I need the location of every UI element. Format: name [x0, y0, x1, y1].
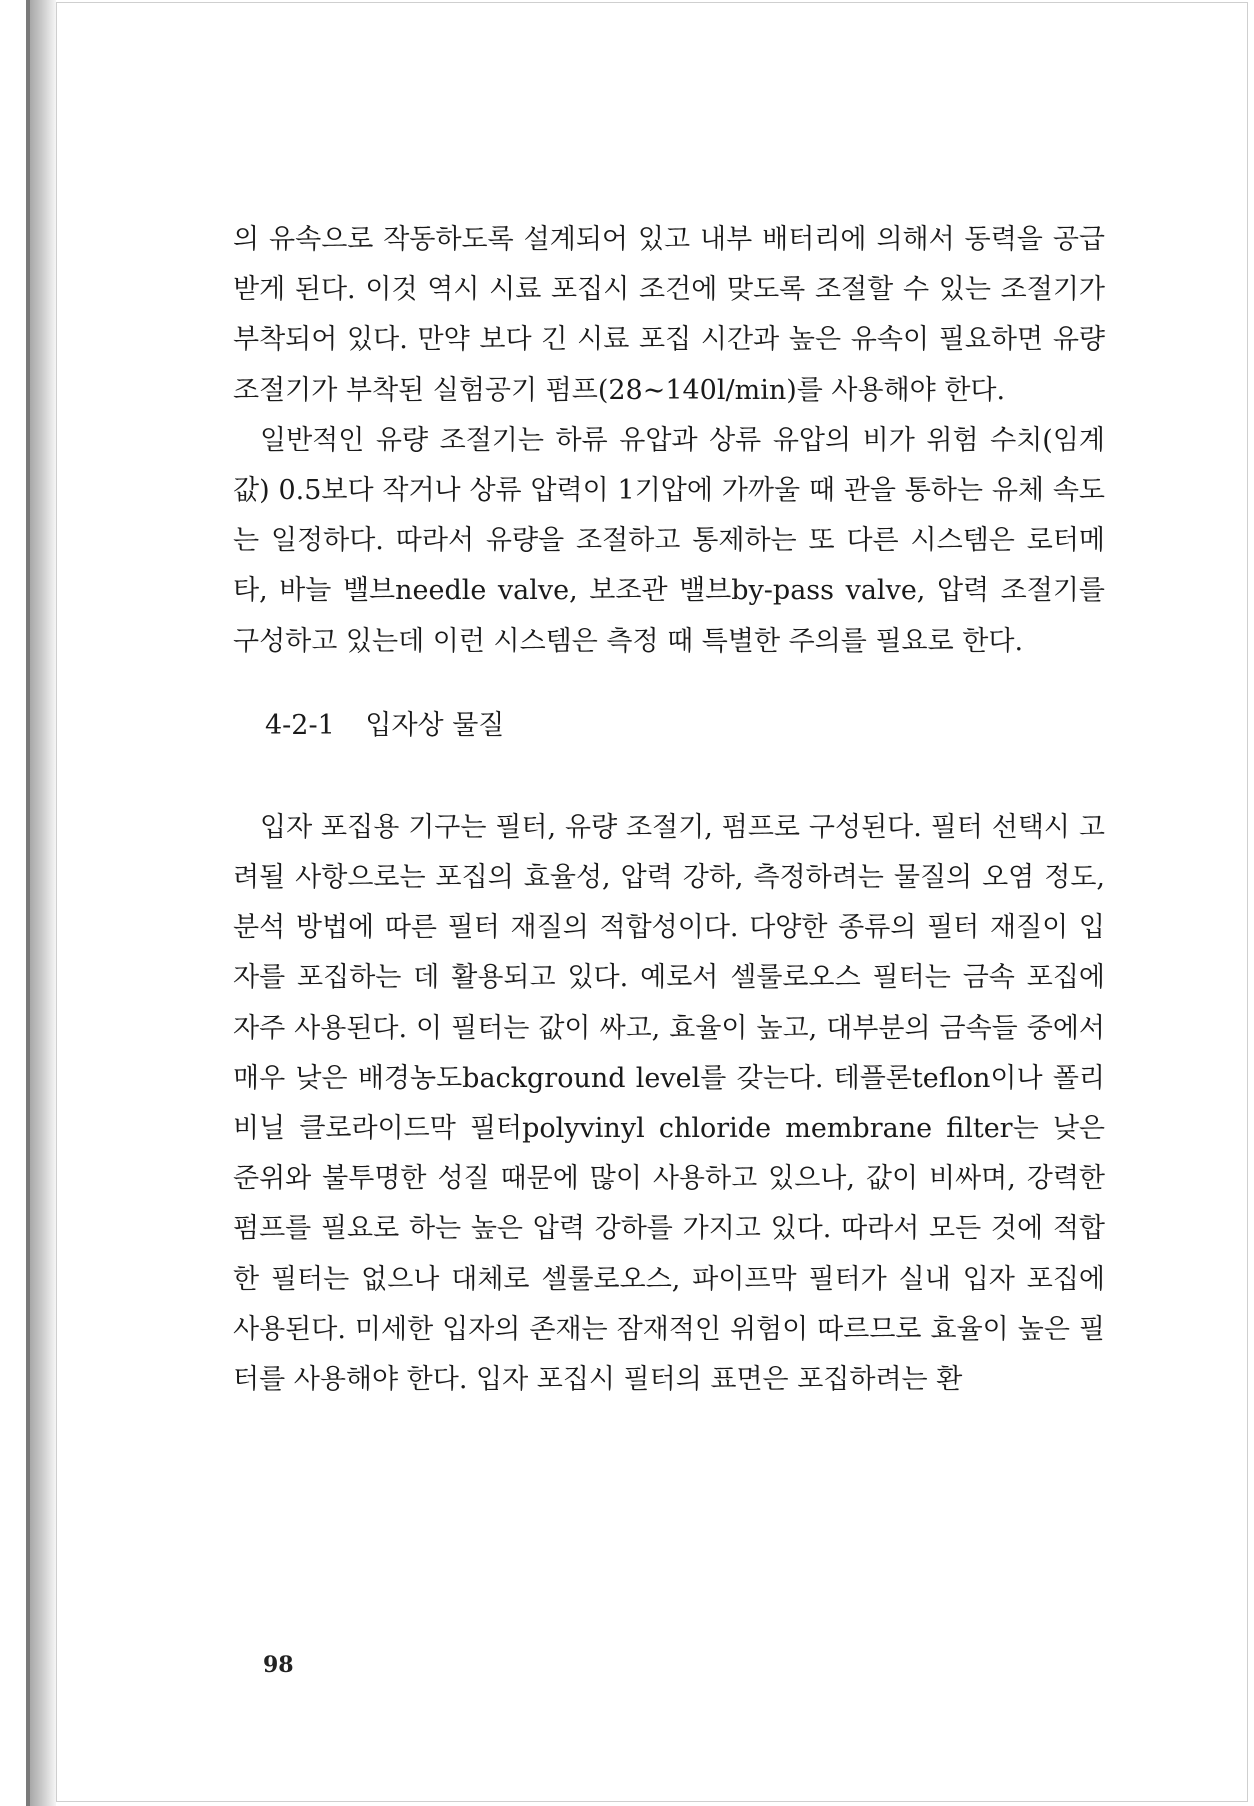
page-number: 98	[263, 1652, 294, 1678]
section-heading	[265, 701, 1105, 751]
spine-shadow	[30, 0, 56, 1806]
book-spine-edge	[0, 0, 56, 1806]
paragraph-flow-regulator: 일반적인 유량 조절기는 하류 유압과 상류 유압의 비가 위험 수치(임계값) 0.5보다 작거나 상류 압력이 1기압에 가까울 때 관을 통하는 유체 속도는 일정하다. 따라서 유량을 조절하고 통제하는 또 다른 시스템은 로터메타, 바늘 밸브needle valve, 보조관 밸브by-pass valve, 압력 조절기를 구성하고 있는데 이런 시스템은 측정 때 특별한 주의를 필요로 한다.	[233, 424, 1105, 657]
section-title: 입자상 물질	[365, 709, 505, 741]
paragraph-continued: 의 유속으로 작동하도록 설계되어 있고 내부 배터리에 의해서 동력을 공급받게 된다. 이것 역시 시료 포집시 조건에 맞도록 조절할 수 있는 조절기가 부착되어 있다. 만약 보다 긴 시료 포집 시간과 높은 유속이 필요하면 유량 조절기가 부착된 실험공기 펌프(28∼140l/min)를 사용해야 한다.	[233, 224, 1105, 406]
page-body	[233, 215, 1105, 1405]
paragraph-particle-sampling: 입자 포집용 기구는 필터, 유량 조절기, 펌프로 구성된다. 필터 선택시 고려될 사항으로는 포집의 효율성, 압력 강하, 측정하려는 물질의 오염 정도, 분석 방법에 따른 필터 재질의 적합성이다. 다양한 종류의 필터 재질이 입자를 포집하는 데 활용되고 있다. 예로서 셀룰로오스 필터는 금속 포집에 자주 사용된다. 이 필터는 값이 싸고, 효율이 높고, 대부분의 금속들 중에서 매우 낮은 배경농도background level를 갖는다. 테플론teflon이나 폴리비닐 클로라이드막 필터polyvinyl chloride membrane filter는 낮은 준위와 불투명한 성질 때문에 많이 사용하고 있으나, 값이 비싸며, 강력한 펌프를 필요로 하는 높은 압력 강하를 가지고 있다. 따라서 모든 것에 적합한 필터는 없으나 대체로 셀룰로오스, 파이프막 필터가 실내 입자 포집에 사용된다. 미세한 입자의 존재는 잠재적인 위험이 따르므로 효율이 높은 필터를 사용해야 한다. 입자 포집시 필터의 표면은 포집하려는 환	[233, 811, 1105, 1396]
section-number: 4-2-1	[265, 709, 335, 741]
